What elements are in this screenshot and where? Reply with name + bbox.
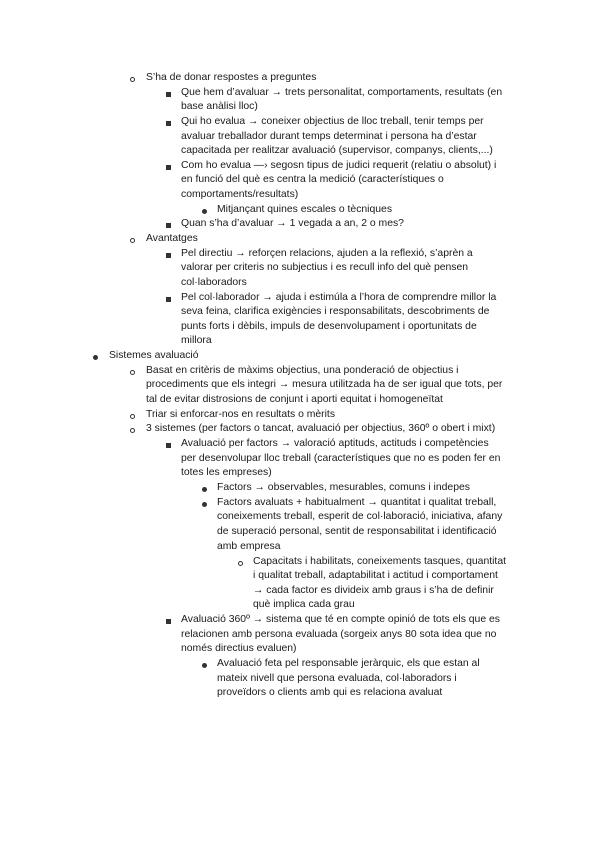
text-line: amb empresa <box>217 541 281 552</box>
text-line: què implica cada grau <box>253 599 355 610</box>
text-line: Quan s’ha d’avaluar → 1 vegada a an, 2 o mes? <box>181 218 404 229</box>
text-line: de superació personal, sentit de responsabilitat i identificació <box>217 526 497 537</box>
square-bullet-icon <box>166 165 171 170</box>
hollow-circle-bullet-icon <box>130 370 135 375</box>
filled-dot-bullet-icon <box>202 502 207 507</box>
text-line: seva feina, clarifica exigències i responsabilitats, descobriments de <box>181 306 490 317</box>
text-line: i qualitat treball, adaptabilitat i actitud i comportament <box>253 570 498 581</box>
text-line: Sistemes avaluació <box>109 350 199 361</box>
hollow-circle-bullet-icon <box>130 77 135 82</box>
text-line: Avaluació feta pel responsable jeràrquic, els que estan al <box>217 658 480 669</box>
square-bullet-icon <box>166 297 171 302</box>
filled-dot-bullet-icon <box>202 209 207 214</box>
text-line: punts forts i dèbils, impuls de desenvolupament i oportunitats de <box>181 321 477 332</box>
square-bullet-icon <box>166 619 171 624</box>
text-line: Que hem d’avaluar → trets personalitat, comportaments, resultats (en <box>181 87 503 98</box>
filled-dot-bullet-icon <box>93 355 98 360</box>
text-line: valorar per criteris no subjectius i es recull info del què pensen <box>181 262 469 273</box>
square-bullet-icon <box>166 443 171 448</box>
text-line: només directius evaluen) <box>181 643 297 654</box>
text-line: Mitjançant quines escales o tècniques <box>217 204 393 215</box>
text-line: Avaluació 360º → sistema que té en compte opinió de tots els que es <box>181 614 500 625</box>
text-line: Avantatges <box>146 233 198 244</box>
text-line: comportaments/resultats) <box>181 189 299 200</box>
text-line: relacionen amb persona evaluada (sorgeix anys 80 sota idea que no <box>181 629 497 640</box>
hollow-circle-bullet-icon <box>130 238 135 243</box>
hollow-circle-bullet-icon <box>130 414 135 419</box>
text-line: base anàlisi lloc) <box>181 101 258 112</box>
text-line: millora <box>181 335 212 346</box>
text-line: proveïdors o clients amb qui es relaciona avaluat <box>217 687 443 698</box>
text-line: Qui ho evalua → coneixer objectius de lloc treball, tenir temps per <box>181 116 484 127</box>
text-line: col·laboradors <box>181 277 247 288</box>
text-line: Triar si enforcar-nos en resultats o mèrits <box>146 409 336 420</box>
square-bullet-icon <box>166 92 171 97</box>
text-line: Pel directiu → reforçen relacions, ajuden a la reflexió, s’aprèn a <box>181 248 473 259</box>
text-line: coneixements treball, esperit de col·laboració, iniciativa, afany <box>217 511 503 522</box>
text-line: tal de evitar distrosions de conjunt i aporti equitat i homogeneïtat <box>146 394 443 405</box>
text-line: Basat en critèris de màxims objectius, una ponderació de objectius i <box>146 365 459 376</box>
filled-dot-bullet-icon <box>202 663 207 668</box>
text-line: Avaluació per factors → valoració aptituds, actituds i competències <box>181 438 489 449</box>
square-bullet-icon <box>166 121 171 126</box>
text-line: en funció del què es centra la medició (característiques o <box>181 174 444 185</box>
text-line: totes les empreses) <box>181 467 272 478</box>
text-line: capacitada per realitzar avaluació (supervisor, companys, clients,...) <box>181 145 493 156</box>
text-line: mateix nivell que persona evaluada, col·laboradors i <box>217 673 457 684</box>
square-bullet-icon <box>166 253 171 258</box>
text-line: Pel col·laborador → ajuda i estimúla a l’hora de comprendre millor la <box>181 292 497 303</box>
text-line: → cada factor es divideix amb graus i s’ha de definir <box>253 585 494 596</box>
text-line: 3 sistemes (per factors o tancat, avaluació per objectius, 360º o obert i mixt) <box>146 423 496 434</box>
text-line: per desenvolupar lloc treball (característiques que no es poden fer en <box>181 453 501 464</box>
square-bullet-icon <box>166 223 171 228</box>
text-line: Capacitats i habilitats, coneixements tasques, quantitat <box>253 556 506 567</box>
text-line: Factors avaluats + habitualment → quantitat i qualitat treball, <box>217 497 497 508</box>
text-line: S’ha de donar respostes a preguntes <box>146 72 317 83</box>
filled-dot-bullet-icon <box>202 487 207 492</box>
text-line: avaluar treballador durant temps determinat i persona ha d’estar <box>181 131 477 142</box>
hollow-circle-bullet-icon <box>130 428 135 433</box>
text-line: Factors → observables, mesurables, comuns i indepes <box>217 482 470 493</box>
hollow-circle-bullet-icon <box>238 561 243 566</box>
text-line: procediments que els integri → mesura utilitzada ha de ser igual que tots, per <box>146 379 503 390</box>
text-line: Com ho evalua —› segosn tipus de judici requerit (relatiu o absolut) i <box>181 160 497 171</box>
